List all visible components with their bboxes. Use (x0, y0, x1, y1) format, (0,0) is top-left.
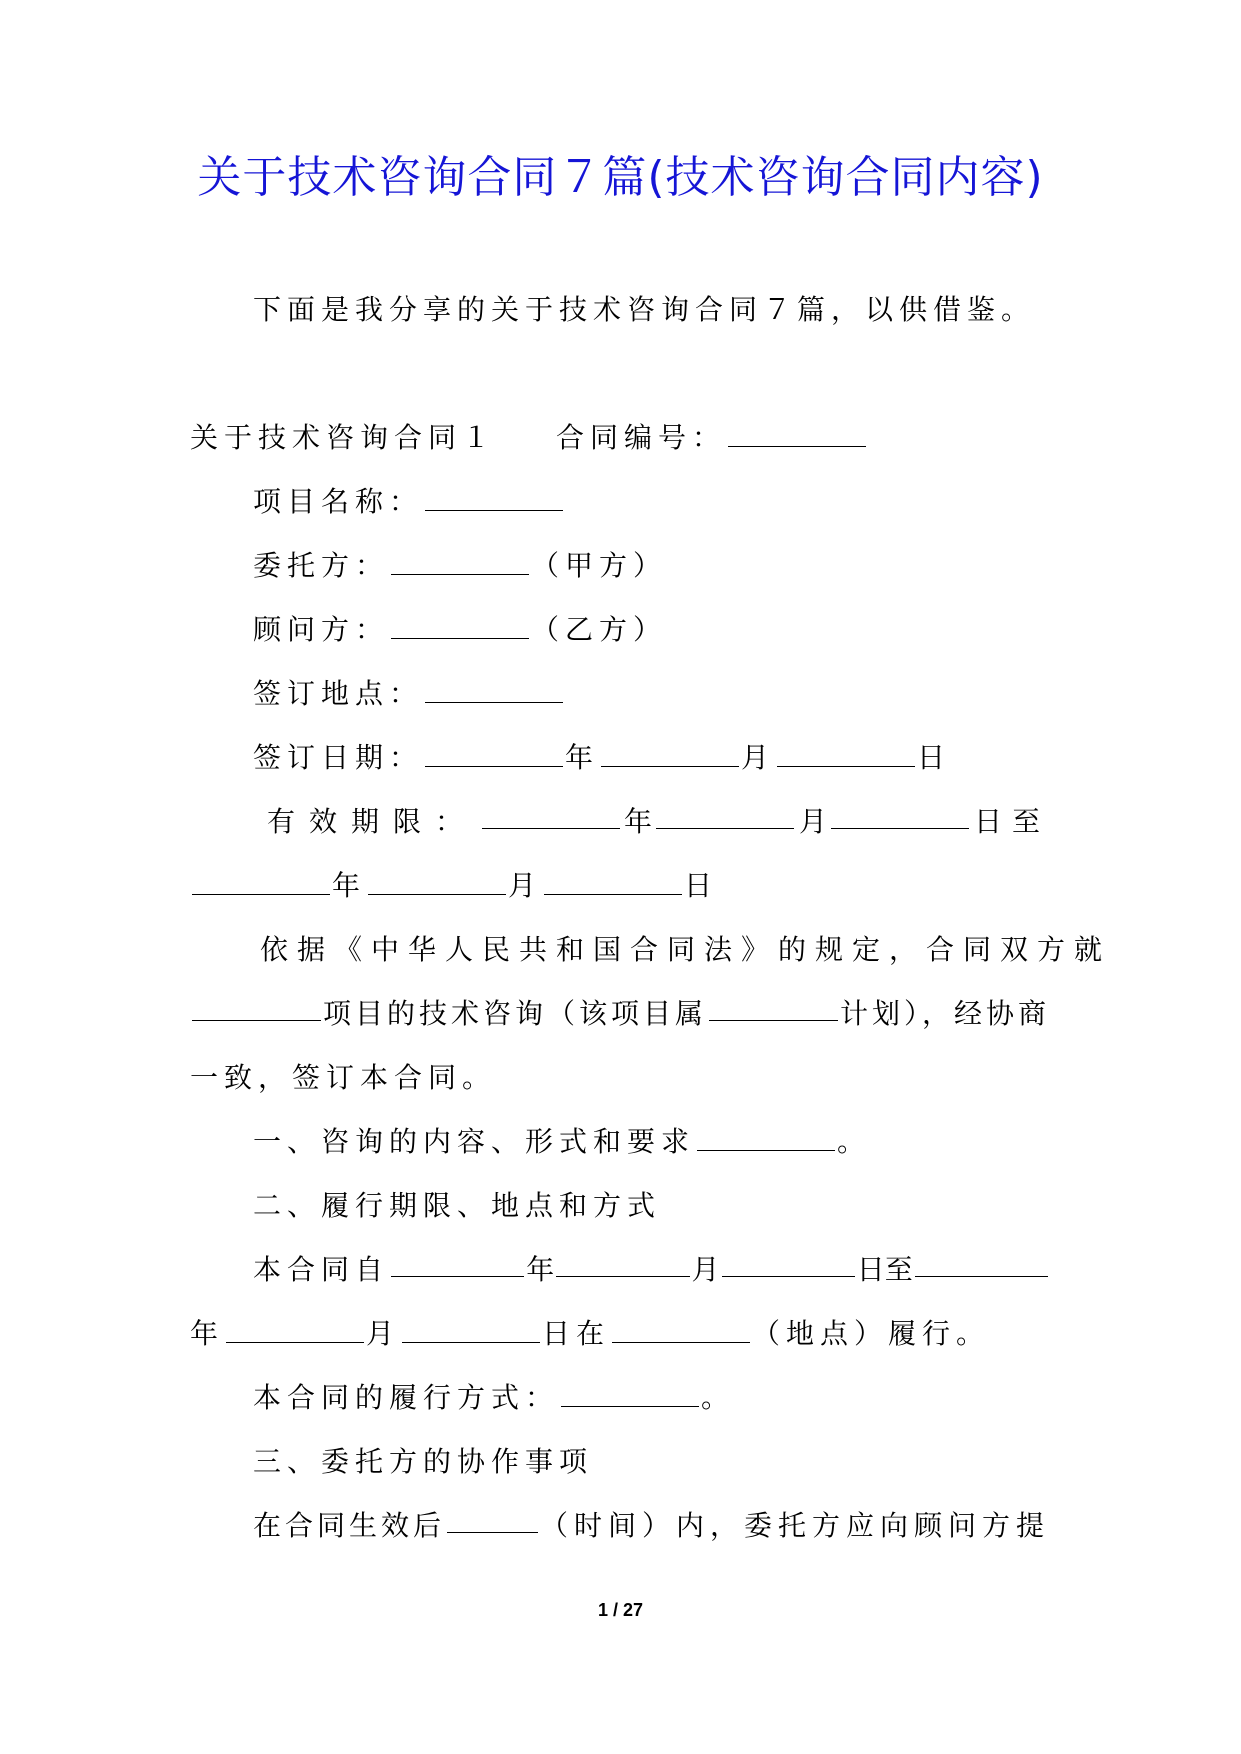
cooperation-line (190, 1506, 1050, 1546)
year-text: 年 (190, 1317, 225, 1350)
contract-no-label: 合同编号： (556, 421, 727, 454)
sign-date-label: 签订日期： (253, 741, 424, 774)
blank (402, 1316, 540, 1343)
blank (697, 1124, 835, 1151)
client-blank (391, 548, 529, 575)
section-3-heading: 三、委托方的协作事项 (253, 1445, 594, 1478)
blank (722, 1250, 855, 1277)
valid-period-line-2 (190, 866, 1050, 906)
blank (192, 994, 321, 1021)
consultant-suffix: （乙方） (531, 613, 668, 646)
basis-line-3: 一致，签订本合同。 (190, 1061, 497, 1094)
month-text: 月 (691, 1253, 720, 1286)
period-mark: 。 (837, 1125, 872, 1158)
blank (368, 868, 506, 895)
basis-text-2b: 计划），经协商 (839, 997, 1050, 1030)
project-name-label: 项目名称： (253, 485, 424, 518)
basis-line-1 (190, 930, 1112, 970)
year-text: 年 (565, 741, 600, 774)
perform-method-line (253, 1378, 1113, 1418)
document-title: 关于技术咨询合同７篇(技术咨询合同内容) (197, 152, 1044, 203)
year-text: 年 (623, 805, 652, 838)
month-text: 月 (798, 805, 827, 838)
valid-label: 有效期限： (267, 805, 478, 838)
intro-paragraph: 下面是我分享的关于技术咨询合同７篇，以供借鉴。 (253, 293, 1036, 326)
blank (777, 740, 915, 767)
sign-place-blank (425, 676, 563, 703)
perform-line-2 (190, 1314, 1050, 1354)
blank (709, 994, 838, 1021)
valid-period-line-1 (190, 802, 1050, 842)
month-text: 月 (366, 1317, 401, 1350)
sign-place-label: 签订地点： (253, 677, 424, 710)
consultant-label: 顾问方： (253, 613, 390, 646)
blank (612, 1316, 750, 1343)
consultant-line (253, 610, 1113, 650)
contract-no-blank (728, 420, 866, 447)
blank (226, 1316, 364, 1343)
blank (425, 740, 563, 767)
client-line (253, 546, 1113, 586)
period-mark: 。 (701, 1381, 736, 1414)
perform-at: 日在 (542, 1317, 611, 1350)
blank (192, 868, 330, 895)
client-label: 委托方： (253, 549, 390, 582)
cooperation-a: 在合同生效后 (253, 1509, 446, 1542)
page-indicator: 1 / 27 (597, 1600, 644, 1620)
day-to-text: 日至 (856, 1253, 913, 1286)
contract-header-line (190, 418, 1050, 458)
sign-date-line (253, 738, 1113, 778)
blank (656, 802, 794, 829)
blank (601, 740, 739, 767)
day-text: 日 (917, 741, 952, 774)
basis-text-2a: 项目的技术咨询（该项目属 (322, 997, 707, 1030)
consultant-blank (391, 612, 529, 639)
day-text: 日 (684, 869, 719, 902)
client-suffix: （甲方） (531, 549, 668, 582)
blank (482, 802, 620, 829)
blank (391, 1250, 524, 1277)
perform-from: 本合同自 (253, 1253, 390, 1286)
perform-line-1 (190, 1250, 1050, 1290)
blank (831, 802, 969, 829)
blank (556, 1250, 689, 1277)
blank (915, 1250, 1048, 1277)
project-name-line (253, 482, 1113, 522)
basis-line-2 (190, 994, 1050, 1034)
section-2-heading: 二、履行期限、地点和方式 (253, 1189, 662, 1222)
cooperation-b: （时间）内，委托方应向顾问方提 (539, 1509, 1050, 1542)
month-text: 月 (741, 741, 776, 774)
perform-place-suffix: （地点）履行。 (752, 1317, 991, 1350)
year-text: 年 (332, 869, 367, 902)
day-to-text: 日至 (973, 805, 1050, 838)
blank (544, 868, 682, 895)
project-name-blank (425, 484, 563, 511)
contract-heading: 关于技术咨询合同１ (190, 421, 497, 454)
perform-method-label: 本合同的履行方式： (253, 1381, 560, 1414)
blank (561, 1380, 699, 1407)
section-1-heading: 一、咨询的内容、形式和要求 (253, 1125, 696, 1158)
year-text: 年 (526, 1253, 555, 1286)
sign-place-line (253, 674, 1113, 714)
month-text: 月 (508, 869, 543, 902)
section-1-line (253, 1122, 1113, 1162)
blank (447, 1506, 538, 1533)
basis-text-1: 依据《中华人民共和国合同法》的规定，合同双方就 (260, 933, 1112, 966)
